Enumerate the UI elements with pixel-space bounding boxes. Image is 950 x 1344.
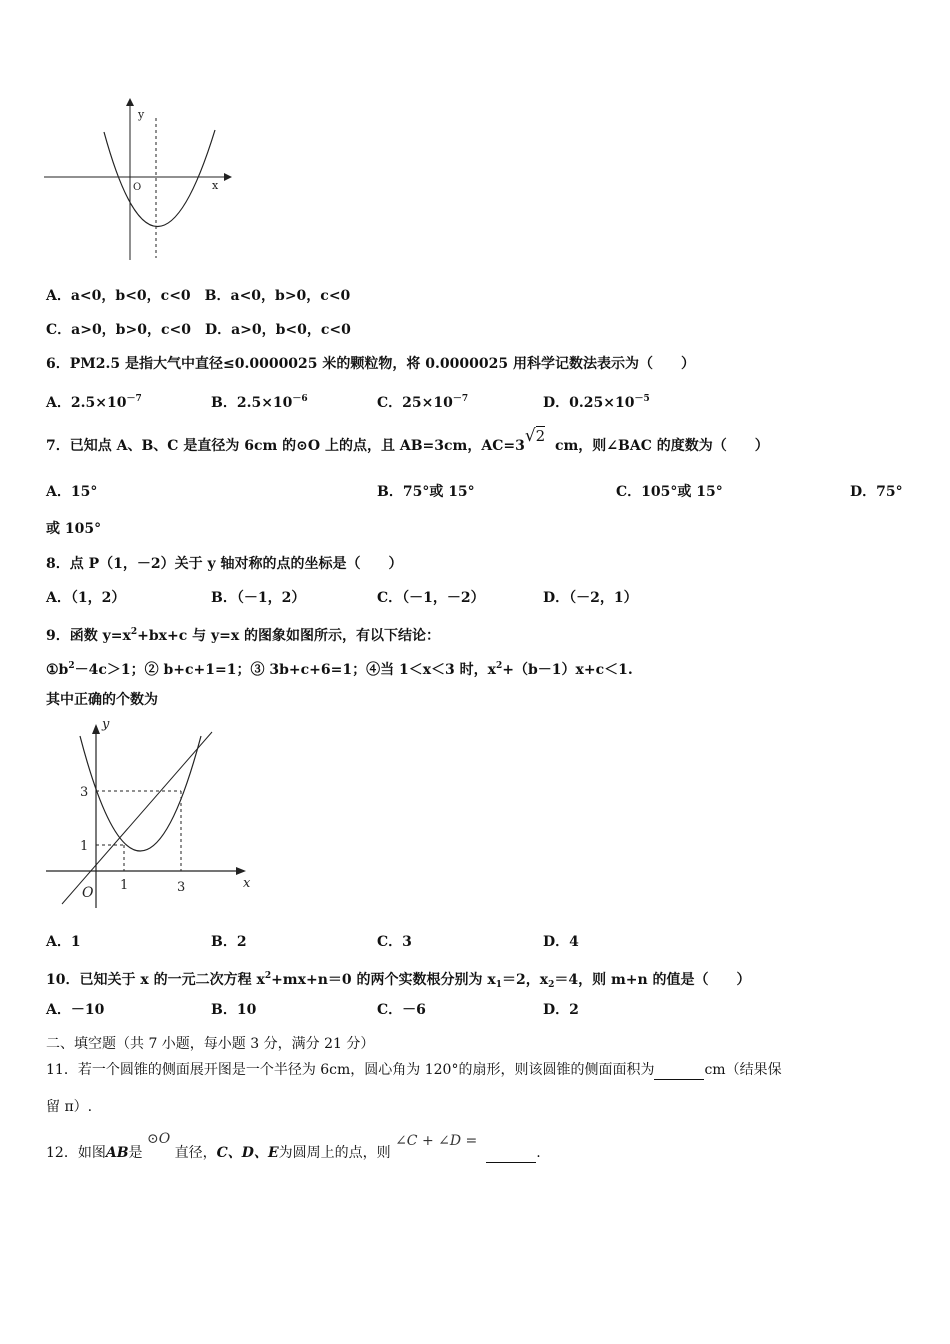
parabola-curve (104, 130, 215, 227)
q5-options-row2: C．a>0，b>0，c<0 D．a>0，b<0，c<0 (46, 322, 351, 338)
q7-option-d-part2: 或 105° (46, 521, 102, 537)
q8-option-b: B．（－1，2） (211, 590, 306, 606)
q12-mid: 直径， (174, 1145, 217, 1161)
q10-option-a: A．－10 (46, 1002, 105, 1018)
sqrt-symbol: √2 (524, 426, 546, 446)
x-axis-label: x (212, 179, 219, 192)
q12-pre: 12．如图 (46, 1145, 106, 1161)
q12-end: . (536, 1145, 541, 1161)
q7-option-d-part1: D．75° (850, 484, 903, 500)
q6-option-c-text: C．25×10 (377, 395, 453, 411)
q12-cde: C、D、E (216, 1145, 279, 1161)
q11-answer-blank (654, 1065, 704, 1080)
q9-conc-1a: ①b (46, 662, 69, 678)
q9-conc-1sup: 2 (68, 661, 75, 671)
q9-option-d: D．4 (543, 934, 579, 950)
q6-option-a-exp: －7 (126, 394, 142, 404)
tick-label-y3: 3 (80, 785, 89, 800)
q9-stem-pre: 9．函数 y=x (46, 628, 131, 644)
section2-title: 二、填空题（共 7 小题，每小题 3 分，满分 21 分） (46, 1036, 375, 1052)
angle-sum-expression: ∠C + ∠D = (395, 1133, 478, 1149)
q12-stem (46, 1131, 541, 1163)
parabola-graph-q5 (44, 96, 236, 266)
q9-stem (46, 622, 440, 646)
q9-conclusions (46, 656, 633, 680)
q6-option-d (543, 389, 650, 413)
circle-o-symbol: ⊙O (146, 1131, 171, 1147)
q7-option-b: B．75°或 15° (377, 484, 475, 500)
function-graph-q9 (44, 714, 256, 910)
q8-option-a: A．（1，2） (46, 590, 126, 606)
sqrt-radicand: 2 (535, 427, 546, 445)
q9-stem-post: +bx+c 与 y=x 的图象如图所示，有以下结论： (137, 628, 441, 644)
q6-option-a (46, 389, 142, 413)
q9-conc-2b: +（b－1）x+c＜1. (502, 662, 633, 678)
x-axis-arrow (236, 867, 246, 875)
q12-post: 为圆周上的点，则 (278, 1145, 391, 1161)
q6-option-b (211, 389, 308, 413)
x-axis-label: x (243, 876, 251, 891)
y-axis-label: y (102, 717, 110, 732)
q10-sub1: 1 (495, 980, 502, 990)
q9-question: 其中正确的个数为 (46, 692, 158, 708)
origin-label: O (133, 182, 142, 193)
q9-stem-sup: 2 (130, 627, 138, 637)
q10-option-d: D．2 (543, 1002, 579, 1018)
q9-conc-2sup: 2 (496, 661, 503, 671)
q7-stem-part2: cm，则∠BAC 的度数为（ ） (554, 438, 769, 454)
y-axis-label: y (138, 108, 145, 121)
q9-option-c: C．3 (377, 934, 412, 950)
q10-stem-mid2: ＝2，x (501, 972, 549, 988)
q6-option-b-text: B．2.5×10 (211, 395, 293, 411)
q6-option-a-text: A．2.5×10 (46, 395, 127, 411)
tick-label-y1: 1 (80, 839, 89, 854)
q6-option-c-exp: －7 (452, 394, 469, 404)
q6-option-d-text: D．0.25×10 (543, 395, 635, 411)
q8-stem: 8．点 P（1，－2）关于 y 轴对称的点的坐标是（ ） (46, 556, 403, 572)
q8-option-c: C．（－1，－2） (377, 590, 485, 606)
q6-stem: 6．PM2.5 是指大气中直径≤0.0000025 米的颗粒物，将 0.0000025 用科学记数法表示为（ ） (46, 356, 695, 372)
y-axis-arrow (126, 98, 134, 106)
q11-unit: cm（结果保 (704, 1062, 782, 1078)
q7-option-a: A．15° (46, 484, 98, 500)
q12-answer-blank (486, 1148, 536, 1163)
q12-is: 是 (128, 1145, 143, 1161)
q7-stem-part1: 7．已知点 A、B、C 是直径为 6cm 的⊙O 上的点，且 AB=3cm，AC=3 (46, 438, 525, 454)
q6-option-c (377, 389, 468, 413)
q10-stem-pre: 10．已知关于 x 的一元二次方程 x (46, 972, 265, 988)
tick-label-x3: 3 (177, 880, 186, 895)
q10-option-c: C．－6 (377, 1002, 426, 1018)
line-y-equals-x (62, 732, 212, 904)
q5-options-row1: A．a<0，b<0，c<0 B．a<0，b>0，c<0 (46, 288, 351, 304)
q11-stem (46, 1060, 782, 1080)
q8-option-d: D．（－2，1） (543, 590, 638, 606)
q9-conc-1b: －4c＞1；② b+c+1=1；③ 3b+c+6=1；④当 1＜x＜3 时，x (74, 662, 497, 678)
q10-stem (46, 966, 751, 995)
y-axis-arrow (92, 724, 100, 734)
q10-stem-post: ＝4，则 m+n 的值是（ ） (554, 972, 751, 988)
q10-option-b: B．10 (211, 1002, 257, 1018)
q12-ab: AB (105, 1145, 129, 1161)
q9-option-b: B．2 (211, 934, 247, 950)
q10-stem-sup: 2 (264, 971, 272, 981)
q6-option-d-exp: －5 (634, 394, 650, 404)
x-axis-arrow (224, 173, 232, 181)
q7-stem (46, 426, 769, 456)
q7-option-c: C．105°或 15° (616, 484, 723, 500)
q11-stem-part2: 留 π）. (46, 1099, 93, 1115)
q10-stem-mid: +mx+n＝0 的两个实数根分别为 x (271, 972, 496, 988)
q9-option-a: A．1 (46, 934, 81, 950)
parabola-curve (80, 736, 201, 851)
tick-label-x1: 1 (120, 878, 129, 893)
q11-stem-part1: 11．若一个圆锥的侧面展开图是一个半径为 6cm，圆心角为 120°的扇形，则该圆锥的侧面面积为 (46, 1062, 655, 1078)
q6-option-b-exp: －6 (292, 394, 308, 404)
origin-label: O (82, 885, 94, 901)
q10-sub2: 2 (548, 980, 555, 990)
